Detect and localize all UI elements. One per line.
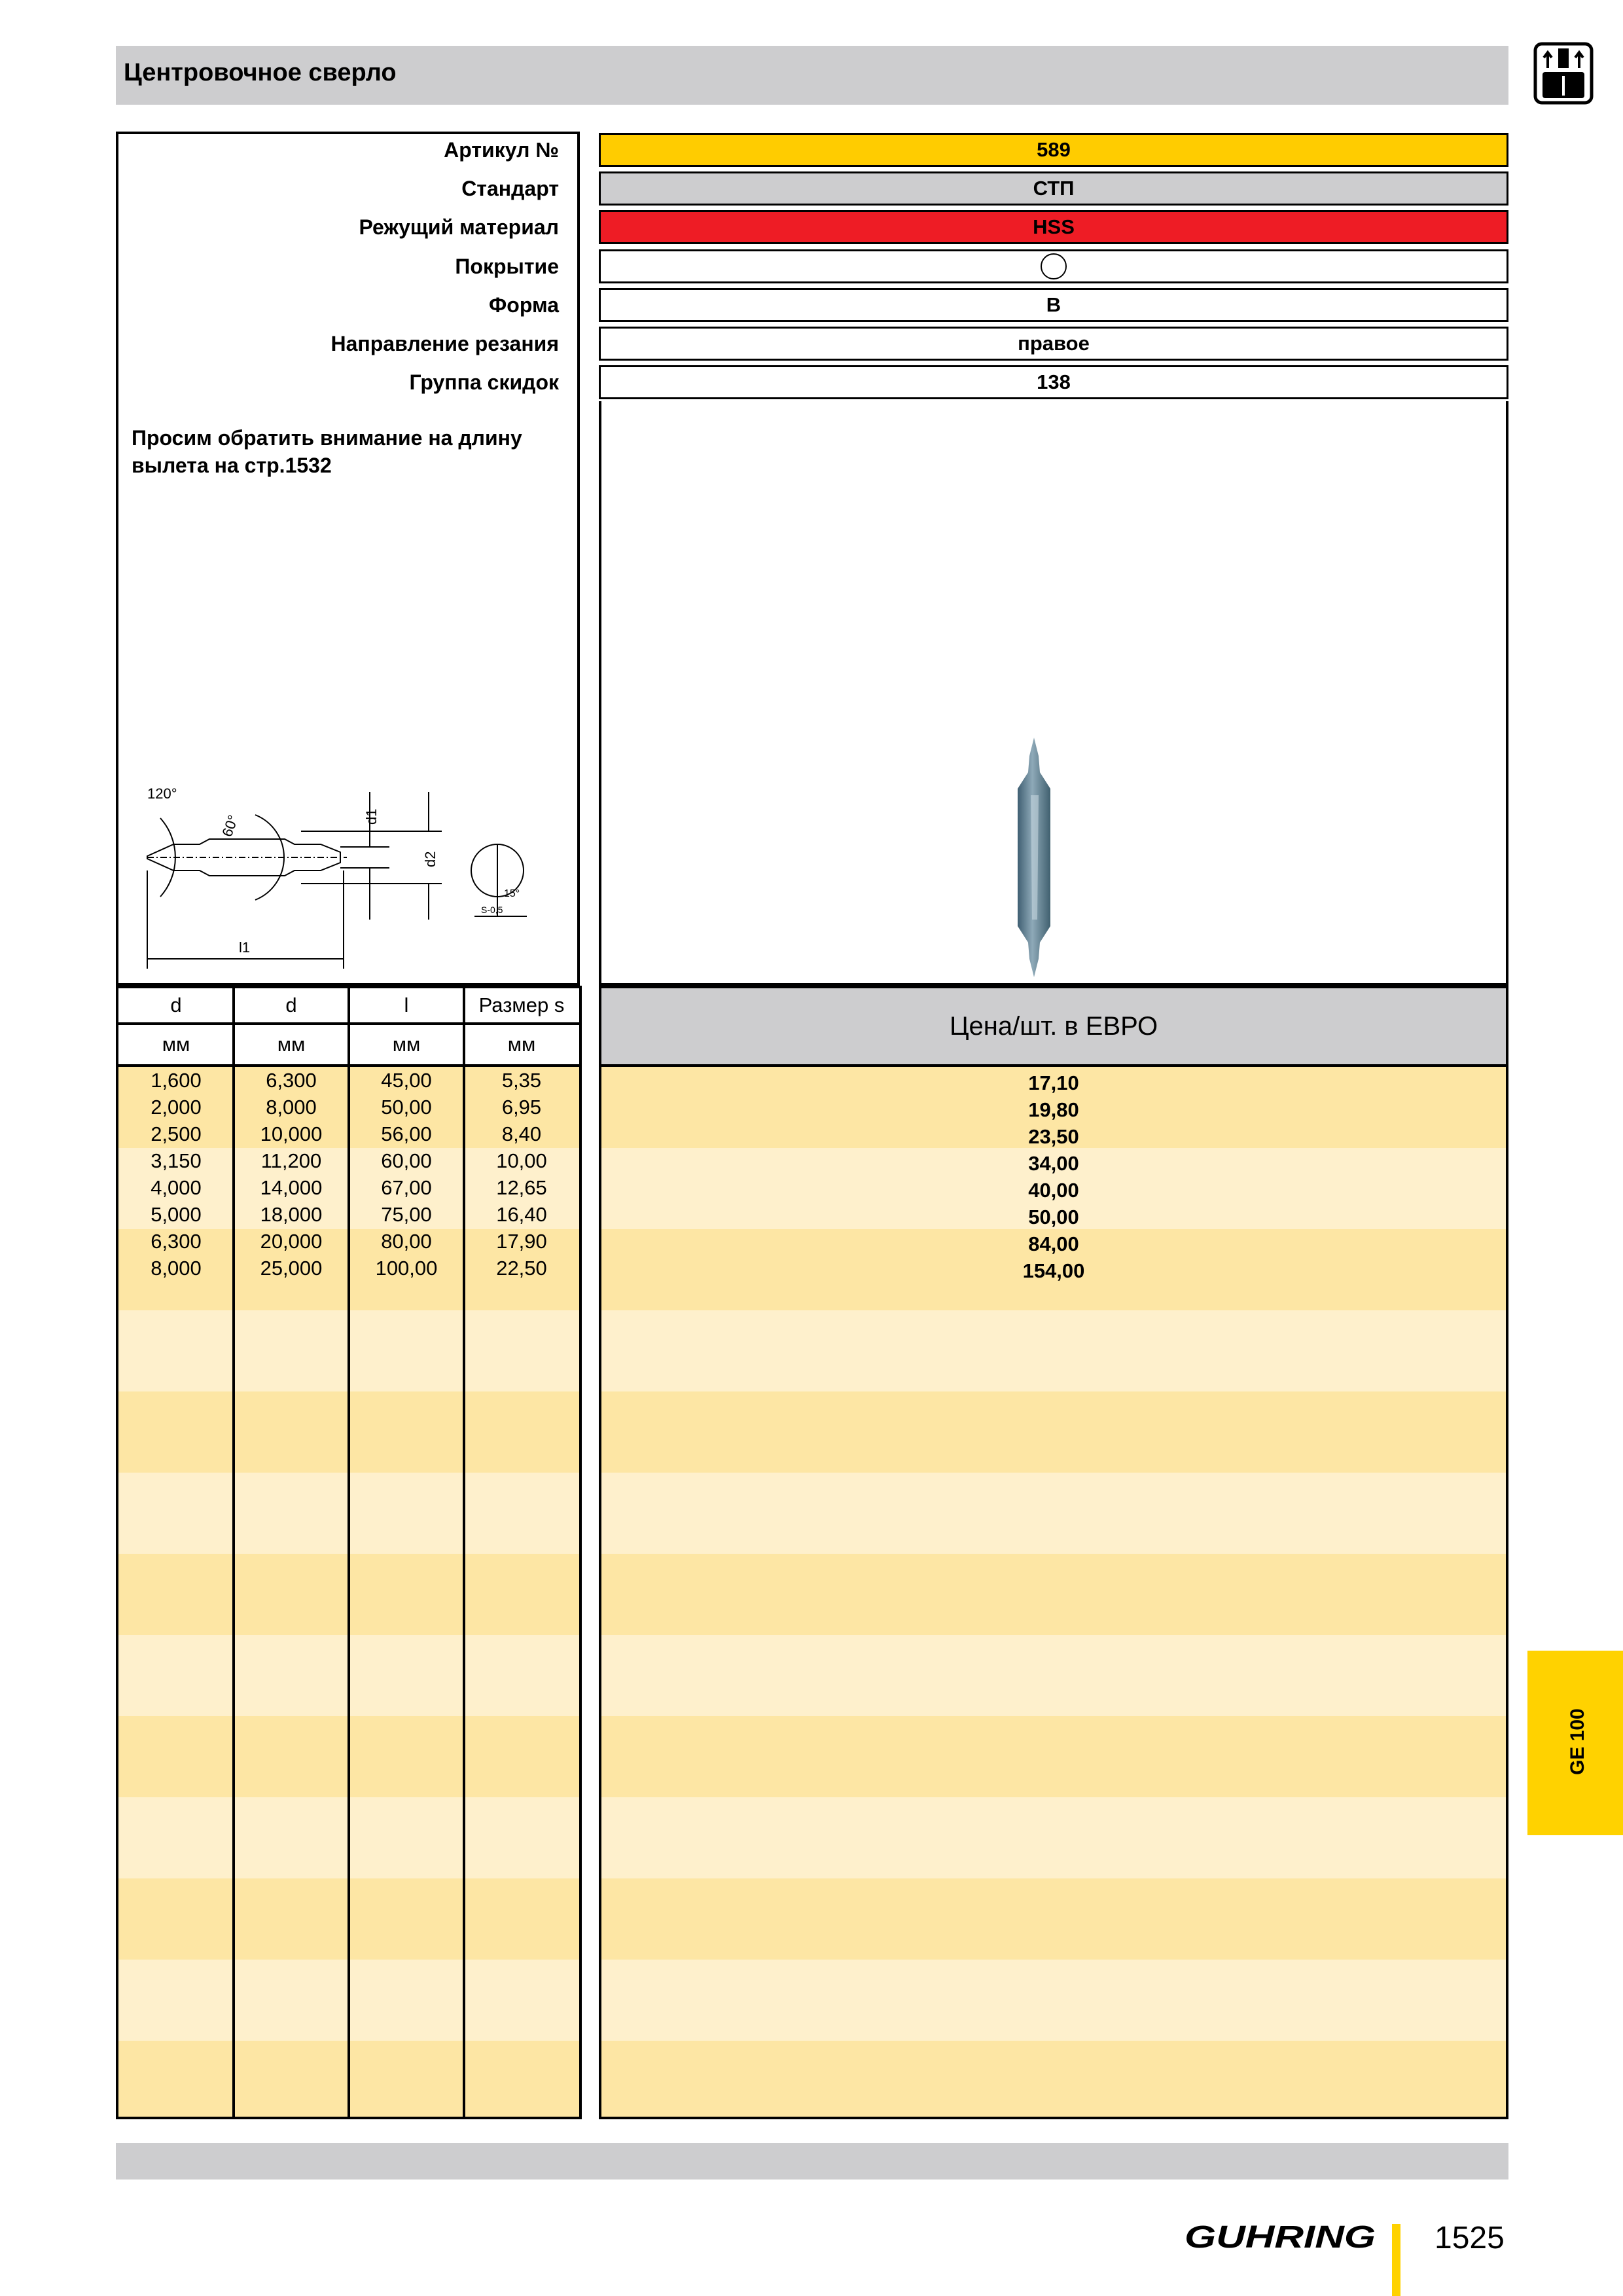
spec-value: 138 bbox=[599, 365, 1508, 399]
row-band bbox=[601, 1960, 1506, 2041]
table-cell: 67,00 bbox=[381, 1176, 432, 1199]
row-band bbox=[601, 1391, 1506, 1473]
spec-label: Артикул № bbox=[444, 138, 559, 162]
center-drill-diagram bbox=[134, 779, 540, 969]
table-cell: 5,000 bbox=[151, 1203, 202, 1226]
table-cell: 6,95 bbox=[501, 1096, 542, 1119]
d2-label: d2 bbox=[422, 851, 438, 867]
spec-label: Режущий материал bbox=[359, 215, 559, 240]
section-tab-label-svg bbox=[1527, 1651, 1623, 1835]
unit-l: мм bbox=[392, 1033, 421, 1056]
spec-label: Стандарт bbox=[461, 177, 559, 201]
table-cell: 80,00 bbox=[381, 1230, 432, 1253]
s-angle-label: 15° bbox=[504, 888, 520, 899]
table-cell: 20,000 bbox=[260, 1230, 323, 1253]
table-cell: 1,600 bbox=[151, 1069, 202, 1092]
table-cell: 25,000 bbox=[260, 1257, 323, 1280]
spec-label: Покрытие bbox=[455, 254, 559, 278]
column-header-size-s: Размер s bbox=[478, 994, 565, 1016]
row-band bbox=[601, 1473, 1506, 1554]
d1-label: d1 bbox=[363, 808, 380, 825]
spec-value: правое bbox=[599, 327, 1508, 361]
column-divider bbox=[463, 988, 465, 2117]
dimension-table bbox=[116, 986, 582, 2119]
table-cell: 3,150 bbox=[151, 1149, 202, 1172]
table-cell: 8,40 bbox=[501, 1122, 542, 1145]
column-header-l: l bbox=[404, 994, 409, 1016]
drill-photo bbox=[985, 736, 1083, 978]
angle-60-label: 60° bbox=[219, 812, 242, 839]
table-cell: 14,000 bbox=[260, 1176, 323, 1199]
unit-d2: мм bbox=[277, 1033, 306, 1056]
unit-size-s: мм bbox=[507, 1033, 536, 1056]
row-band bbox=[601, 1878, 1506, 1960]
table-cell: 4,000 bbox=[151, 1176, 202, 1199]
table-cell: 10,000 bbox=[260, 1122, 323, 1145]
table-cell: 10,00 bbox=[496, 1149, 547, 1172]
table-cell: 11,200 bbox=[260, 1149, 322, 1172]
price-cell: 40,00 bbox=[1028, 1179, 1079, 1202]
table-cell: 2,500 bbox=[151, 1122, 202, 1145]
price-cell: 17,10 bbox=[1028, 1071, 1079, 1094]
price-header: Цена/шт. в ЕВРО bbox=[601, 988, 1506, 1067]
spec-label: Направление резания bbox=[330, 332, 559, 355]
l1-label: l1 bbox=[239, 939, 251, 956]
unit-d1: мм bbox=[162, 1033, 190, 1056]
column-divider bbox=[348, 988, 350, 2117]
price-cell: 23,50 bbox=[1028, 1125, 1079, 1148]
spec-value: 589 bbox=[599, 133, 1508, 167]
table-cell: 45,00 bbox=[381, 1069, 432, 1092]
spec-label: Форма bbox=[488, 293, 559, 317]
guhring-logo bbox=[1185, 2219, 1378, 2253]
row-band bbox=[601, 2041, 1506, 2119]
table-cell: 56,00 bbox=[381, 1122, 432, 1145]
angle-120-label: 120° bbox=[147, 785, 177, 802]
price-table bbox=[599, 986, 1508, 2119]
spec-value: B bbox=[599, 288, 1508, 322]
page-title: Центровочное сверло bbox=[124, 59, 397, 86]
column-header-d2: d bbox=[285, 994, 297, 1016]
row-band bbox=[601, 1716, 1506, 1797]
section-tab-label: GE 100 bbox=[1567, 1708, 1588, 1775]
s-size-label: S-0,5 bbox=[481, 905, 503, 915]
column-header-d1: d bbox=[170, 994, 182, 1016]
row-band bbox=[601, 1635, 1506, 1716]
price-cell: 19,80 bbox=[1028, 1098, 1079, 1121]
price-cell: 154,00 bbox=[1022, 1259, 1085, 1282]
spec-label: Группа скидок bbox=[409, 370, 559, 395]
table-cell: 60,00 bbox=[381, 1149, 432, 1172]
column-divider bbox=[232, 988, 235, 2117]
price-cell: 34,00 bbox=[1028, 1152, 1079, 1175]
table-cell: 8,000 bbox=[266, 1096, 317, 1119]
table-cell: 75,00 bbox=[381, 1203, 432, 1226]
footer-bar bbox=[116, 2143, 1508, 2179]
table-cell: 22,50 bbox=[496, 1257, 547, 1280]
row-band bbox=[601, 1797, 1506, 1878]
spec-value: HSS bbox=[599, 210, 1508, 244]
spec-value bbox=[599, 249, 1508, 283]
row-band bbox=[601, 1310, 1506, 1391]
spec-value: СТП bbox=[599, 171, 1508, 206]
price-cell: 84,00 bbox=[1028, 1232, 1079, 1255]
page-number: 1525 bbox=[1435, 2221, 1505, 2255]
footer-divider bbox=[1392, 2224, 1400, 2296]
table-cell: 18,000 bbox=[260, 1203, 323, 1226]
table-cell: 6,300 bbox=[266, 1069, 317, 1092]
no-coating-icon bbox=[1041, 253, 1067, 279]
brand-name: GUHRING bbox=[1185, 2220, 1376, 2253]
price-cell: 50,00 bbox=[1028, 1206, 1079, 1229]
table-cell: 8,000 bbox=[151, 1257, 202, 1280]
table-cell: 5,35 bbox=[501, 1069, 542, 1092]
table-cell: 17,90 bbox=[496, 1230, 547, 1253]
table-cell: 16,40 bbox=[496, 1203, 547, 1226]
table-cell: 2,000 bbox=[151, 1096, 202, 1119]
clamping-icon bbox=[1533, 42, 1594, 105]
table-cell: 6,300 bbox=[151, 1230, 202, 1253]
row-band bbox=[601, 1554, 1506, 1635]
length-notice: Просим обратить внимание на длину вылета на стр.1532 bbox=[132, 426, 522, 477]
table-cell: 50,00 bbox=[381, 1096, 432, 1119]
table-cell: 100,00 bbox=[375, 1257, 438, 1280]
table-cell: 12,65 bbox=[496, 1176, 547, 1199]
